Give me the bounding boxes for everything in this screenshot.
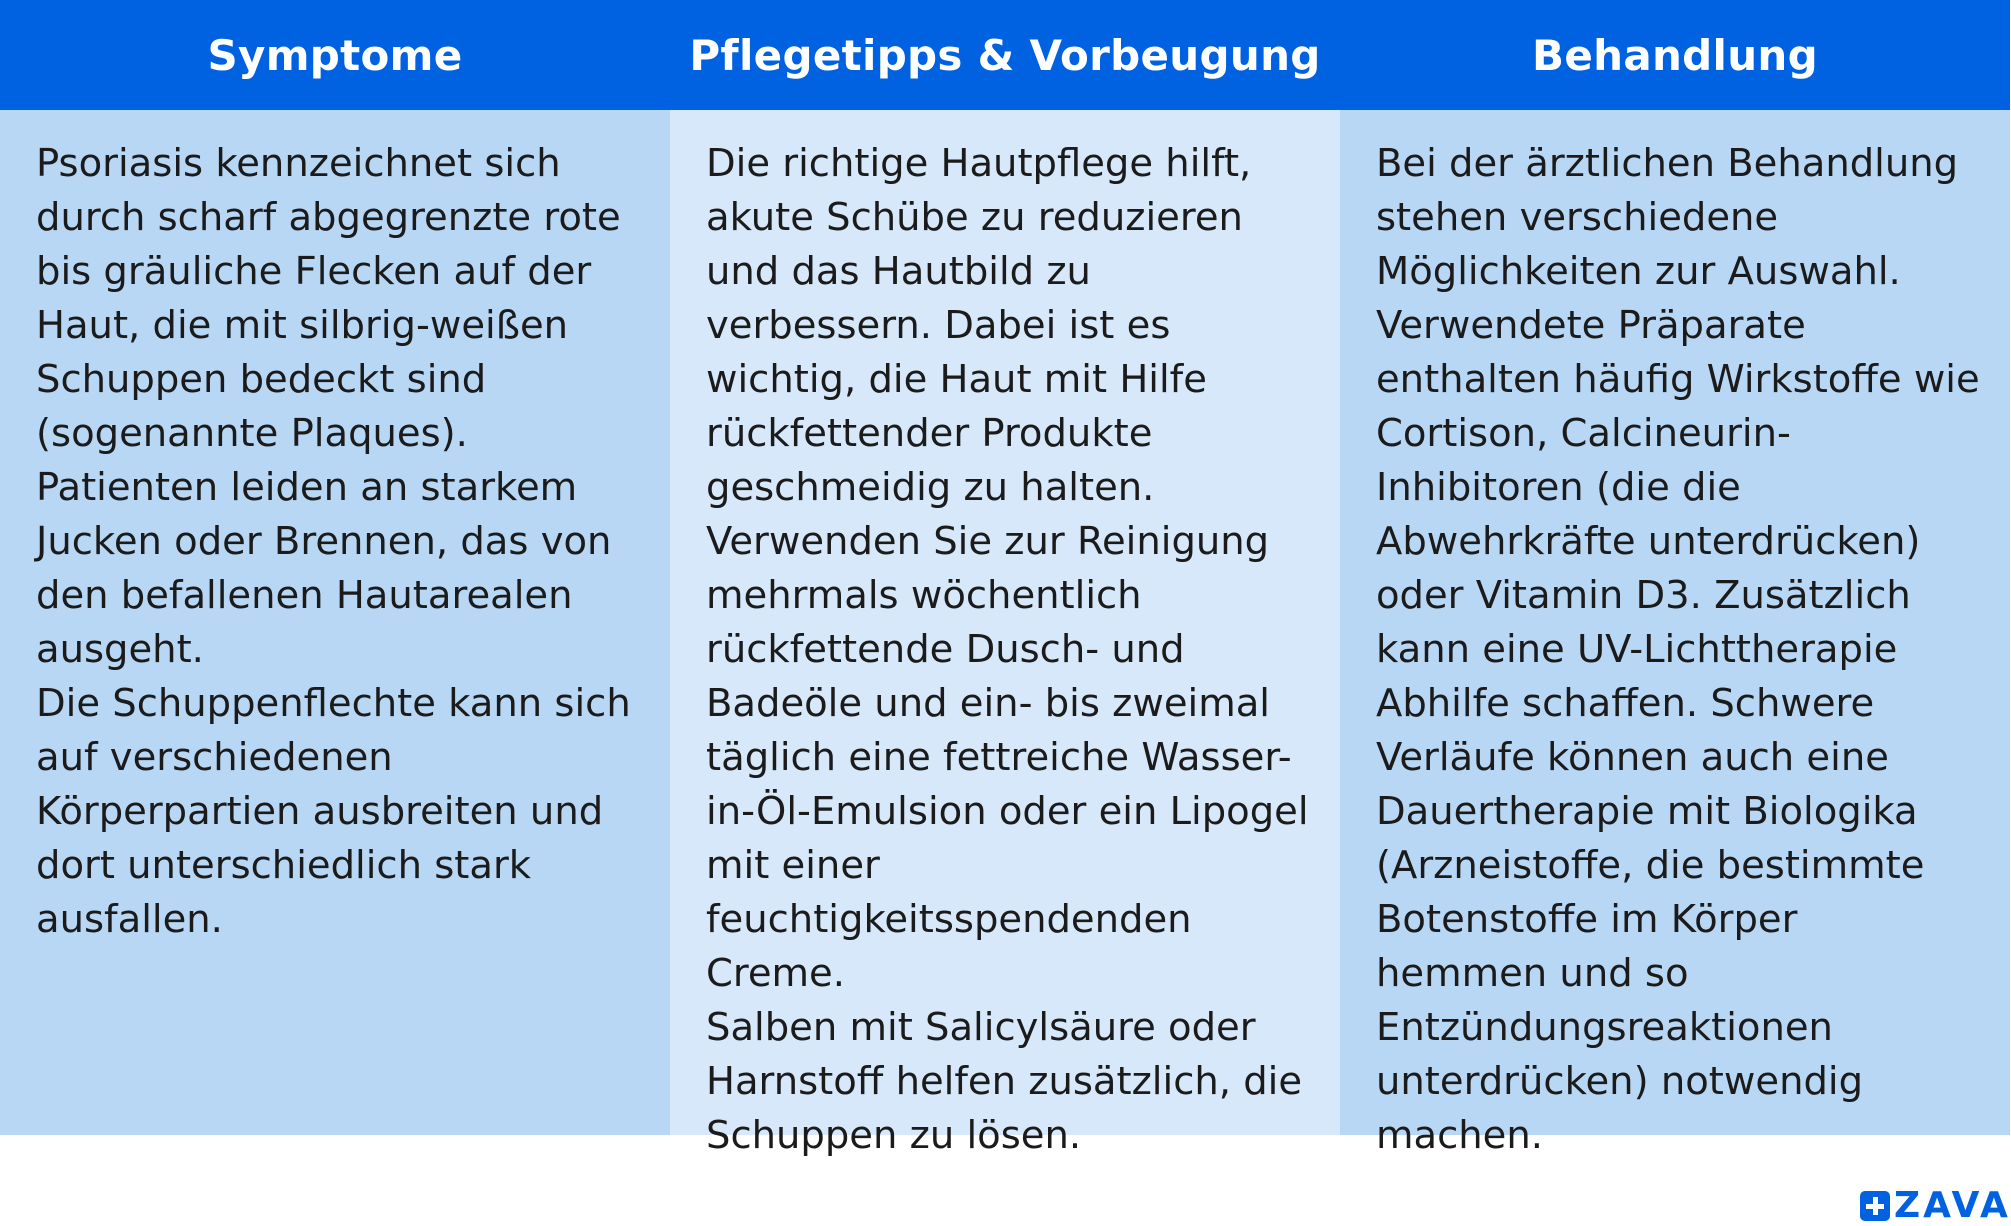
column-pflegetipps (670, 110, 1340, 1158)
paragraph: Die richtige Hautpflege hilft, akute Schübe zu reduzieren und das Hautbild zu verbessern. Dabei ist es wichtig, die Haut mit Hilfe rückfettender Produkte geschmeidig zu halten. Verwenden Sie zur Reinigung mehrmals wöchentlich rückfettende Dusch- und Badeöle und ein- bis zweimal täglich eine fettreiche Wasser-in-Öl-Emulsion oder ein Lipogel mit einer feuchtigkeitsspendenden Creme. (706, 141, 1309, 996)
plus-cross-icon (1860, 1191, 1890, 1221)
header-pflegetipps: Pflegetipps & Vorbeugung (689, 30, 1321, 80)
paragraph: Bei der ärztlichen Behandlung stehen verschiedene Möglichkeiten zur Auswahl. Verwendete Präparate enthalten häufig Wirkstoffe wie Cortison, Calcineurin-Inhibitoren (die die Abwehrkräfte unterdrücken) oder Vitamin D3. Zusätzlich kann eine UV-Lichttherapie Abhilfe schaffen. Schwere Verläufe können auch eine Dauertherapie mit Biologika (Arzneistoffe, die bestimmte Botenstoffe im Körper hemmen und so Entzündungsreaktionen unterdrücken) notwendig machen. (1376, 141, 1980, 1158)
header-symptome: Symptome (207, 30, 463, 80)
paragraph: Psoriasis kennzeichnet sich durch scharf abgegrenzte rote bis gräuliche Flecken auf der Haut, die mit silbrig-weißen Schuppen bedeckt sind (sogenannte Plaques). (36, 141, 621, 456)
table-header-row (0, 0, 2010, 110)
column-symptome (0, 110, 670, 1135)
zava-logo (1860, 1186, 2010, 1226)
logo-text: ZAVA (1894, 1185, 2011, 1226)
paragraph: Die Schuppenflechte kann sich auf verschiedenen Körperpartien ausbreiten und dort unterschiedlich stark ausfallen. (36, 681, 631, 942)
paragraph: Salben mit Salicylsäure oder Harnstoff helfen zusätzlich, die Schuppen zu lösen. (706, 1005, 1303, 1158)
column-behandlung (1340, 110, 2010, 1158)
table-body-row (0, 110, 2010, 1158)
header-behandlung: Behandlung (1532, 30, 1818, 80)
paragraph: Patienten leiden an starkem Jucken oder Brennen, das von den befallenen Hautarealen ausgeht. (36, 465, 612, 672)
